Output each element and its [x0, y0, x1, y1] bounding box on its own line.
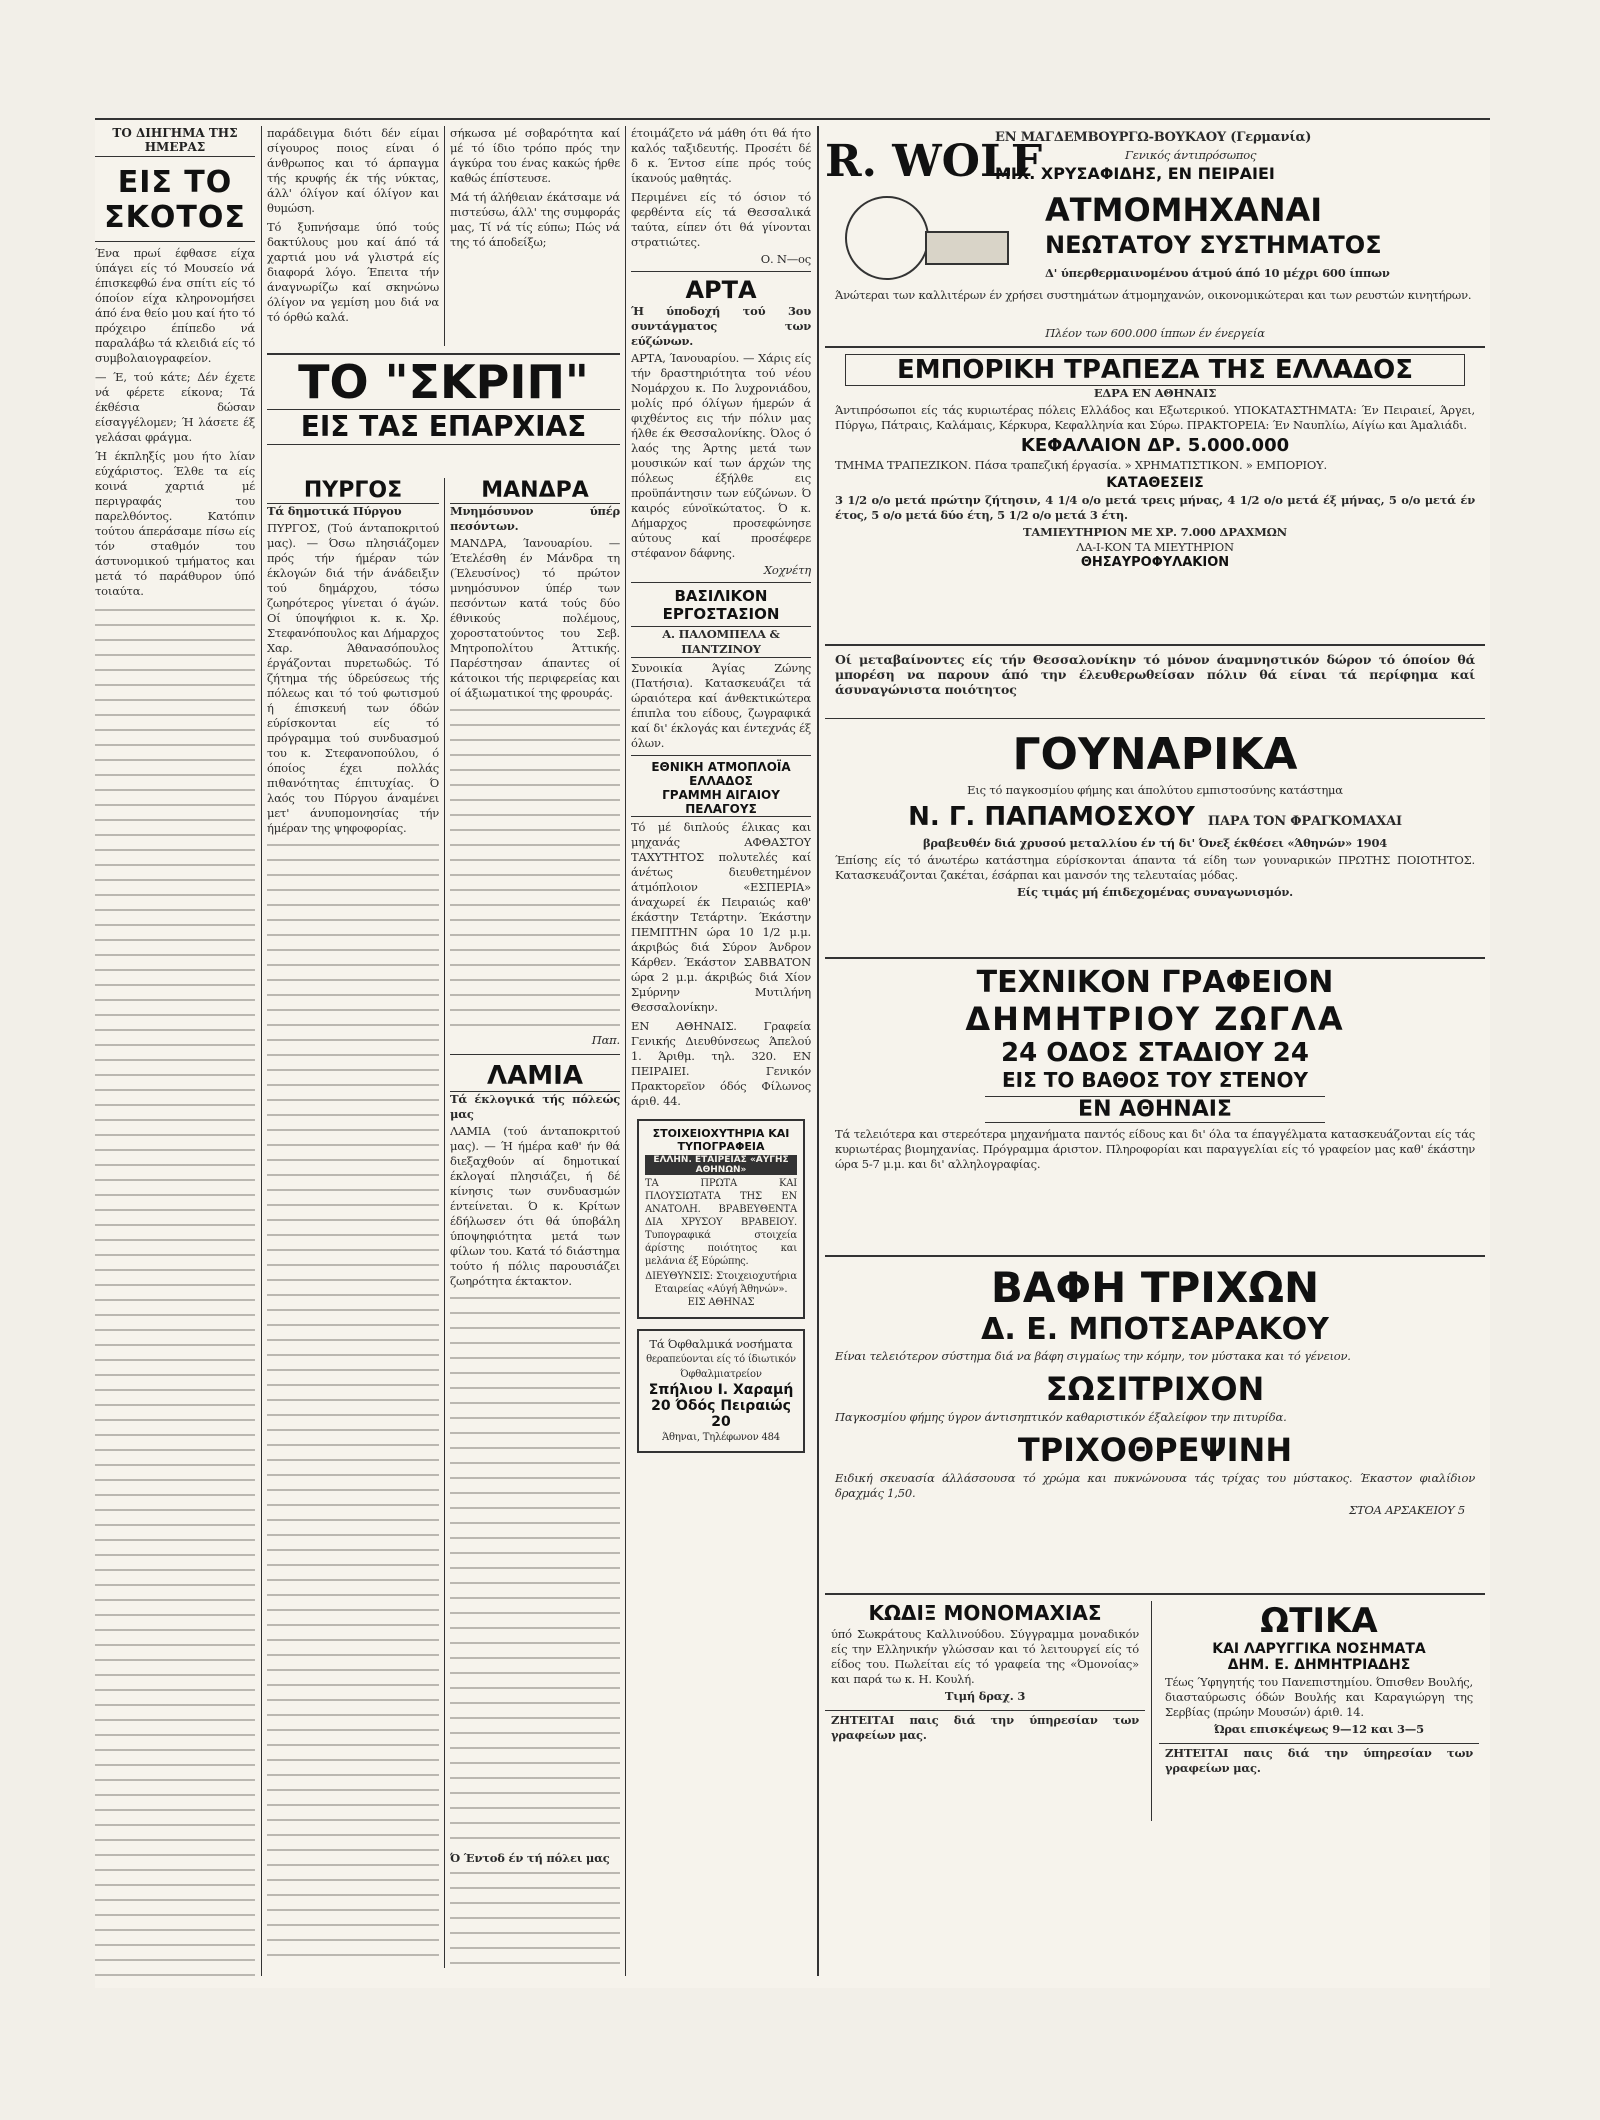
tech-name: ΔΗΜΗΤΡΙΟΥ ΖΩΓΛΑ [965, 1000, 1345, 1038]
eyes-address: 20 Όδός Πειραιώς 20 [651, 1398, 791, 1430]
col4-signature: Ο. Ν—ος [760, 252, 811, 266]
pyrgos-body: ΠΥΡΓΟΣ, (Τού άνταποκριτού μας). — Όσω πλησιάζομεν πρός τήν ήμέραν τών έκλογών διά τήν άνάδειξιν τού δημάρχου, τόσω ζωηρότερος γίνεται ό άγών. Οί ύποψήφιοι κ. κ. Χρ. Στεφανόπουλος και Δήμαρχος Χαρ. Άθανασόπουλος έργάζονται πυρετωδώς. Τό ζήτημα τής ύδρεύσεως τής πόλεως και τό τού φωτισμού ή έπισκευή των όδών εύρίσκονται είς τό πρόγραμμα τού συνδυασμού του κ. Στεφανοπούλου, ό όποίος έχει πολλάς πιθανότητας έπιτυχίας. Ό λαός του Πύργου άναμένει μετ' άνυπομονησίας τήν ήμέραν της ψηφοφορίας. [267, 521, 439, 835]
story-paragraph-1: Ένα πρωί έφθασε είχα ύπάγει είς τό Μουσείο νά έπισκεφθώ ένα σπίτι είς τό όποίον είχα κληρονομήσει άπό ένα θείο μου καί ήτο τό πρόχειρο έπίπεδο νά παραλάβω τά κλειδιά είς τό συμβολαιογραφείον. [95, 246, 255, 365]
lamia-body: ΛΑΜΙΑ (τού άνταποκριτού μας). — Ή ήμέρα καθ' ήν θά διεξαχθούν αί δημοτικαί έκλογαί πλησιάζει, ή δέ κίνησις των συνδυασμών έντείνεται. Ό κ. Κρίτων έδήλωσεν ότι θά ύποβάλη ύποψηφιότητα μετά των φίλων του. Κατά τό διάστημα τούτο ή πόλις παρουσιάζει ζωηρότητα έκτακτον. [450, 1124, 620, 1288]
bank-ad [825, 348, 1485, 646]
ent-doctor: ΔΗΜ. Ε. ΔΗΜΗΤΡΙΑΔΗΣ [1227, 1657, 1411, 1673]
ship-title: ΕΘΝΙΚΗ ΑΤΜΟΠΛΟΪΑ ΕΛΛΑΔΟΣ [651, 760, 791, 788]
ent-doctor-ad [1159, 1601, 1479, 1778]
arta-subtitle: Ή ύποδοχή τού 3ου συντάγματος των εύζώνων. [631, 304, 811, 348]
furs-footer: Είς τιμάς μή έπιδεχομένας συναγωνισμόν. [1017, 885, 1293, 899]
hair-product-3: ΤΡΙΧΟΘΡΕΨΙΝΗ [1017, 1431, 1293, 1469]
wanted-notice-1: ΖΗΤΕΙΤΑΙ παις διά την ύπηρεσίαν των γραφείων μας. [825, 1710, 1145, 1745]
duel-code-ad [825, 1601, 1145, 1745]
eyes-footer: Άθηναι, Τηλέφωνον 484 [662, 1432, 780, 1443]
furs-ad [825, 719, 1485, 959]
ent-subtitle: ΚΑΙ ΛΑΡΥΓΓΙΚΑ ΝΟΣΗΜΑΤΑ [1212, 1641, 1426, 1657]
ent-body: Τέως Ύφηγητής του Πανεπιστημίου. Όπισθεν Βουλής, διασταύρωσις όδών Βουλής και Καραγιώργη της Σερβίας (πρώην Μουσών) άριθ. 14. [1165, 1675, 1473, 1719]
duel-body: ύπό Σωκράτους Καλλινούδου. Σύγγραμμα μοναδικόν είς την Ελληνικήν γλώσσαν και τό λειτουργεί είς τό είδος του. Πωλείται είς τό γραφεία της «Όμονοίας» και παρά τω κ. Η. Κουλή. [831, 1627, 1139, 1686]
engine-flywheel-icon [845, 196, 929, 280]
duel-title: ΚΩΔΙΞ ΜΟΝΟΜΑΧΙΑΣ [868, 1601, 1102, 1625]
mandra-body: ΜΑΝΔΡΑ, Ίανουαρίου. — Έτελέσθη έν Μάνδρα τη (Έλευσίνος) τό πρώτον μνημόσυνον ύπέρ των πεσόντων κατά τούς δύο έθνικούς πολέμους, χοροστατούντος του Σεβ. Μητροπολίτου Άττικής. Παρέστησαν άπαντες οί κάτοικοι τής περιφερείας και οί άξιωματικοί της φρουράς. [450, 536, 620, 700]
bank-rates: 3 1/2 ο/ο μετά πρώτην ζήτησιν, 4 1/4 ο/ο μετά τρεις μήνας, 4 1/2 ο/ο μετά έξ μήνας, 5 ο/ο μετά έν έτος, 5 ο/ο μετά δύο έτη, 5 1/2 ο/ο μετά 3 έτη. [835, 493, 1475, 522]
col3-text [450, 126, 620, 346]
scrip-subtitle: ΕΙΣ ΤΑΣ ΕΠΑΡΧΙΑΣ [267, 409, 620, 445]
tech-address: 24 ΟΔΟΣ ΣΤΑΔΙΟΥ 24 [1001, 1038, 1309, 1068]
printer-ad [637, 1119, 805, 1319]
hair-body-2: Παγκοσμίου φήμης ύγρον άντισηπτικόν καθαριστικόν έξαλείφον την πιτυρίδα. [835, 1410, 1287, 1424]
printer-title: ΣΤΟΙΧΕΙΟΧΥΤΗΡΙΑ ΚΑΙ ΤΥΠΟΓΡΑΦΕΙΑ [652, 1127, 790, 1153]
hair-body-3: Ειδική σκευασία άλλάσσουσα τό χρώμα και πυκνώνουσα τάς τρίχας του μύστακος. Έκαστον φιαλίδιον δραχμάς 1,50. [835, 1471, 1475, 1500]
lamia-title: ΛΑΜΙΑ [450, 1061, 620, 1092]
pyrgos-column [267, 478, 439, 1968]
ads-column [825, 126, 1485, 1976]
printer-name: ΕΛΛΗΝ. ΕΤΑΙΡΕΙΑΣ «ΑΥΓΗΣ ΑΘΗΝΩΝ» [645, 1155, 797, 1175]
wolf-footer: Πλέον των 600.000 ίππων έν ένεργεία [1045, 326, 1265, 340]
printer-body: ΤΑ ΠΡΩΤΑ ΚΑΙ ΠΛΟΥΣΙΩΤΑΤΑ ΤΗΣ ΕΝ ΑΝΑΤΟΛΗ. ΒΡΑΒΕΥΘΕΝΤΑ ΔΙΑ ΧΡΥΣΟΥ ΒΡΑΒΕΙΟΥ. Τυπογραφικά στοιχεία άρίστης ποιότητος και μελάνια έξ Εύρώπης. [645, 1178, 797, 1267]
thessaloniki-notice [825, 646, 1485, 719]
ads-divider [817, 126, 819, 1976]
lamia-text-body-2 [450, 1866, 620, 1966]
bank-title: ΕΜΠΟΡΙΚΗ ΤΡΑΠΕΖΑ ΤΗΣ ΕΛΛΑΔΟΣ [845, 354, 1465, 386]
wolf-title-2: ΝΕΩΤΑΤΟΥ ΣΥΣΤΗΜΑΤΟΣ [1045, 231, 1382, 259]
hair-product-2: ΣΩΣΙΤΡΙΧΟΝ [1045, 1370, 1265, 1408]
wolf-ad [825, 126, 1485, 348]
mandra-column [450, 478, 620, 1968]
lamia-subtitle: Τά έκλογικά τής πόλεώς μας [450, 1092, 620, 1121]
scrip-banner [267, 353, 620, 475]
tech-office-ad [825, 959, 1485, 1257]
scrip-title: ΤΟ "ΣΚΡΙΠ" [298, 355, 589, 409]
newspaper-page [95, 118, 1490, 1988]
notice-text: Οί μεταβαίνοντες είς τήν Θεσσαλονίκην τό μόνον άναμνηστικόν δώρον τό όποίον θά μπορέση να παρουν άπό την έλευθερωθείσαν πόλιν θά είναι τά περίφημα καί άσυναγώνιστα ποιότητος [835, 652, 1475, 697]
furs-location: ΠΑΡΑ ΤΟΝ ΦΡΑΓΚΟΜΑΧΑΙ [1207, 814, 1402, 829]
ent-title: ΩΤΙΚΑ [1260, 1601, 1378, 1641]
pyrgos-title: ΠΥΡΓΟΣ [267, 478, 439, 504]
eyes-doctor-name: Σπήλιου Ι. Χαραμή [648, 1382, 794, 1398]
tech-city: ΕΝ ΑΘΗΝΑΙΣ [985, 1096, 1325, 1123]
pyrgos-subtitle: Τά δημοτικά Πύργου [267, 504, 402, 518]
column-divider [625, 126, 626, 1976]
arta-title: ΑΡΤΑ [685, 276, 757, 304]
hair-footer: ΣΤΟΑ ΑΡΣΑΚΕΙΟΥ 5 [1349, 1503, 1465, 1517]
col2-paragraph-2: Τό ξυπνήσαμε ύπό τούς δακτύλους μου καί άπό τά χαρτιά μου νά γλιστρά είς διαφορά λόγο. Έπειτα τήν άναγνωρίζω καί σκηνώνω όλίγον να γεμίση μου διά να τό όρθώ καλά. [267, 220, 439, 324]
lamia-text-body [450, 1291, 620, 1851]
arta-signature: Χοχνέτη [763, 563, 811, 577]
col3-paragraph-1: σήκωσα μέ σοβαρότητα καί μέ τό ίδιο τρόπο πρός την άγκύρα του ένας κακώς ήρθε καθώς έπίστευσε. [450, 126, 620, 185]
bank-departments: ΤΜΗΜΑ ΤΡΑΠΕΖΙΚΟΝ. Πάσα τραπεζική έργασία. » ΧΡΗΜΑΤΙΣΤΙΚΟΝ. » ΕΜΠΟΡΙΟΥ. [835, 458, 1327, 472]
bank-savings-2: ΛΑ-Ι-ΚΟΝ ΤΑ ΜΙΕΥΤΗΡΙΟΝ [1076, 540, 1234, 554]
mandra-text-body [450, 703, 620, 1033]
bank-deposits-title: ΚΑΤΑΘΕΣΕΙΣ [1106, 475, 1204, 491]
wanted-notice-2: ΖΗΤΕΙΤΑΙ παις διά την ύπηρεσίαν των γραφείων μας. [1159, 1743, 1479, 1778]
furs-title: ΓΟΥΝΑΡΙΚΑ [1012, 729, 1298, 780]
eye-clinic-ad [637, 1329, 805, 1453]
wolf-title-1: ΑΤΜΟΜΗΧΑΝΑΙ [1045, 191, 1323, 229]
eyes-line-2: θεραπεύονται είς τό ίδιωτικόν Όφθαλμιατρείον [646, 1354, 796, 1380]
column-divider [1151, 1601, 1152, 1821]
bottom-ads [825, 1595, 1485, 1975]
bank-subtitle: ΕΔΡΑ ΕΝ ΑΘΗΝΑΙΣ [1093, 386, 1217, 400]
wolf-location: ΕΝ ΜΑΓΔΕΜΒΟΥΡΓΩ-ΒΟΥΚΑΟΥ (Γερμανία) [995, 130, 1312, 145]
factory-body: Συνοικία Άγίας Ζώνης (Πατήσια). Κατασκευάζει τά ώραιότερα καί άνθεκτικώτερα έπιπλα του είδους, ζωγραφικά καί δι' έκλογάς και έντεχνάς έξ όλων. [631, 661, 811, 750]
mandra-title: ΜΑΝΔΡΑ [450, 478, 620, 504]
eyes-line-1: Τά Όφθαλμικά νοσήματα [649, 1337, 793, 1351]
bank-body: Άντιπρόσωποι είς τάς κυριωτέρας πόλεις Ελλάδος και Εξωτερικού. ΥΠΟΚΑΤΑΣΤΗΜΑΤΑ: Έν Πειραιεί, Άργει, Πύργω, Πάτραις, Καλάμαις, Κέρκυρα, Κεφαλληνία και Σύρω. ΠΡΑΚΤΟΡΕΙΑ: Έν Ναυπλίω, Αίγίω και Άμαλιάδι. [835, 403, 1475, 432]
hair-title: ΒΑΦΗ ΤΡΙΧΩΝ [990, 1263, 1320, 1312]
col3-paragraph-2: Μά τή άλήθειαν έκάτσαμε νά πιστεύσω, άλλ' της συμφοράς μας, Τί νά τίς εύπω; Πώς νά της τό άποδείξω; [450, 190, 620, 249]
pyrgos-text-body [267, 838, 439, 1968]
hair-body: Είναι τελειότερον σύστημα διά να βάφη σιγμαίως την κόμην, τον μύστακα και τό γένειον. [835, 1349, 1351, 1363]
top-rule [95, 118, 1490, 120]
ship-subtitle: ΓΡΑΜΜΗ ΑΙΓΑΙΟΥ ΠΕΛΑΓΟΥΣ [631, 788, 811, 817]
bank-capital: ΚΕΦΑΛΑΙΟΝ ΔΡ. 5.000.000 [1020, 435, 1290, 456]
duel-price: Τιμή δραχ. 3 [944, 1689, 1026, 1703]
ent-hours: Ώραι επισκέψεως 9—12 και 3—5 [1214, 1722, 1424, 1736]
col4 [631, 126, 811, 1976]
hair-dye-ad [825, 1257, 1485, 1595]
ship-body: Τό μέ διπλούς έλικας και μηχανάς ΑΦΘΑΣΤΟΥ ΤΑΧΥΤΗΤΟΣ πολυτελές καί άνέτως διευθετημένον άτμόπλοιον «ΕΣΠΕΡΙΑ» άναχωρεί έκ Πειραιώς καθ' έκάστην Τετάρτην. Έκάστην ΠΕΜΠΤΗΝ ώρα 10 1/2 μ.μ. άκριβώς διά Σύρον Άνδρον Κάρθεν. Έκάστον ΣΑΒΒΑΤΟΝ ώρα 2 μ.μ. άκριβώς διά Χίον Σμύρνην Μυτιλήνη Θεσσαλονίκην. [631, 820, 811, 1014]
col4-paragraph-2: Περιμένει είς τό όσιον τό φερθέντα είς τά Θεσσαλικά ταύτα, είπεν ότι θά γίνονται στρατιώτες. [631, 190, 811, 249]
wolf-brand: R. WOLF [825, 136, 1043, 187]
col2-paragraph-1: παράδειγμα διότι δέν είμαι σίγουρος ποιος είναι ό άνθρωπος και τό άρπαγμα τής κρυφής έκ τής νύκτας, άλλ' όλίγον καί όλίγον και θυμώση. [267, 126, 439, 215]
col2-text [267, 126, 439, 346]
column-divider [444, 478, 445, 1968]
factory-title: ΒΑΣΙΛΙΚΟΝ ΕΡΓΟΣΤΑΣΙΟΝ [662, 587, 780, 623]
bank-savings: ΤΑΜΙΕΥΤΗΡΙΟΝ ΜΕ ΧΡ. 7.000 ΔΡΑΧΜΩΝ [1023, 525, 1287, 539]
ship-contact: ΕΝ ΑΘΗΝΑΙΣ. Γραφεία Γενικής Διευθύνσεως Άπελού 1. Άριθμ. τηλ. 320. ΕΝ ΠΕΙΡΑΙΕΙ. Γενικόν Πρακτορεϊον όδός Φίλωνος άριθ. 44. [631, 1019, 811, 1108]
mandra-subtitle: Μνημόσυνον ύπέρ πεσόντων. [450, 504, 620, 533]
factory-names: Α. ΠΑΛΟΜΠΕΛΑ & ΠΑΝΤΖΙΝΟΥ [631, 626, 811, 658]
lamia-subtitle-2: Ό Έντοδ έν τή πόλει μας [450, 1851, 610, 1865]
column-divider [444, 126, 445, 346]
col4-paragraph-1: έτοιμάζετο νά μάθη ότι θά ήτο καλός ταξιδευτής. Προσέτι δέ δ κ. Έντοσ είπε πρός τούς ίκανούς μαθητάς. [631, 126, 811, 185]
story-paragraph-3: Ή έκπληξίς μου ήτο λίαν εύχάριστος. Έλθε τα είς κοινά χαρτιά μέ περιγραφάς του παρελθόντος. Κατόπιν τούτου άπεράσαμε πίσω είς τόν σταθμόν του άστυνομικού τμήματος και μετά τό παράθυρον ύπό τοιαύτα. [95, 449, 255, 598]
story-column [95, 126, 255, 1976]
mandra-signature: Παπ. [591, 1033, 620, 1047]
bank-footer: ΘΗΣΑΥΡΟΦΥΛΑΚΙΟΝ [1080, 555, 1230, 570]
furs-award: βραβευθέν διά χρυσού μεταλλίου έν τή δι' Όνεξ έκθέσει «Άθηνών» 1904 [922, 836, 1388, 850]
wolf-rep: Γενικός άντιπρόσωπος [1125, 148, 1257, 162]
tech-address-2: ΕΙΣ ΤΟ ΒΑΘΟΣ ΤΟΥ ΣΤΕΝΟΥ [1002, 1068, 1308, 1092]
arta-body: ΑΡΤΑ, Ίανουαρίου. — Χάρις είς τήν δραστηριότητα τού νέου Νομάρχου κ. Πο λυχρονιάδου, μολίς πρό όλίγων ήμερών ά φιχθέντος εις τήν πόλιν μας ήλθε έκ Θεσσαλονίκης. Όλος ό λαός της Άρτης μετά των μουσικών καί των άρχών της πόλεως έξήλθε εις προϋπάντησιν των εύζώνων. Ό καιρός εύνοϊκώτατος. Ό κ. Δήμαρχος προσεφώνησε αύτους καί προσέφερε στέφανον δάφνης. [631, 351, 811, 560]
wolf-power: Δ' ύπερθερμαινομένου άτμού άπό 10 μέχρι 600 ίππων [1045, 266, 1390, 280]
furs-description: Έπίσης είς τό άνωτέρω κατάστημα εύρίσκονται άπαντα τά είδη των γουναρικών ΠΡΩΤΗΣ ΠΟΙΟΤΗΤΟΣ. Κατασκευάζονται ζακέται, έσάρπαι και μανσόν της τελευταίας μόδας. [835, 853, 1475, 882]
wolf-description: Άνώτεραι των καλλιτέρων έν χρήσει συστημάτων άτμομηχανών, οικονομικώτεραι και των ρευστών κινητήρων. [835, 288, 1472, 302]
story-kicker: ΤΟ ΔΙΗΓΗΜΑ ΤΗΣ ΗΜΕΡΑΣ [95, 126, 255, 157]
story-paragraph-2: — Έ, τού κάτε; Δέν έχετε νά φέρετε είκονα; Τά έκθέσια δώσαν είσαγγέλομεν; Ή λάσετε έξ γελάσαι φράγμα. [95, 370, 255, 444]
printer-address: ΔΙΕΥΘΥΝΣΙΣ: Στοιχειοχυτήρια Εταιρείας «Αύγή Άθηνών». ΕΙΣ ΑΘΗΝΑΣ [645, 1271, 797, 1308]
furs-owner: Ν. Γ. ΠΑΠΑΜΟΣΧΟΥ [908, 802, 1195, 832]
tech-body: Τά τελειότερα και στερεότερα μηχανήματα παντός είδους και δι' όλα τα έπαγγέλματα κατασκευάζονται είς τάς κυριωτέρας βιομηχανίας. Πρόγραμμα άριστον. Πληροφορίαι και παραγγελίαι είς τό γραφείον μας καθ' έκάστην ώρα 5-7 μ.μ. και δι' αλληλογραφίας. [835, 1127, 1475, 1171]
story-title: ΕΙΣ ΤΟ ΣΚΟΤΟΣ [104, 165, 246, 235]
column-divider [261, 126, 262, 1976]
story-text-body [95, 603, 255, 1976]
wolf-agent: ΜΙΧ. ΧΡΥΣΑΦΙΔΗΣ, ΕΝ ΠΕΙΡΑΙΕΙ [995, 164, 1275, 183]
hair-maker: Δ. Ε. ΜΠΟΤΣΑΡΑΚΟΥ [981, 1312, 1329, 1347]
engine-cylinder-icon [925, 231, 1009, 265]
furs-intro: Εις τό παγκοσμίου φήμης και άπολύτου εμπιστοσύνης κατάστημα [967, 783, 1343, 797]
tech-title: ΤΕΧΝΙΚΟΝ ΓΡΑΦΕΙΟΝ [976, 965, 1334, 1000]
